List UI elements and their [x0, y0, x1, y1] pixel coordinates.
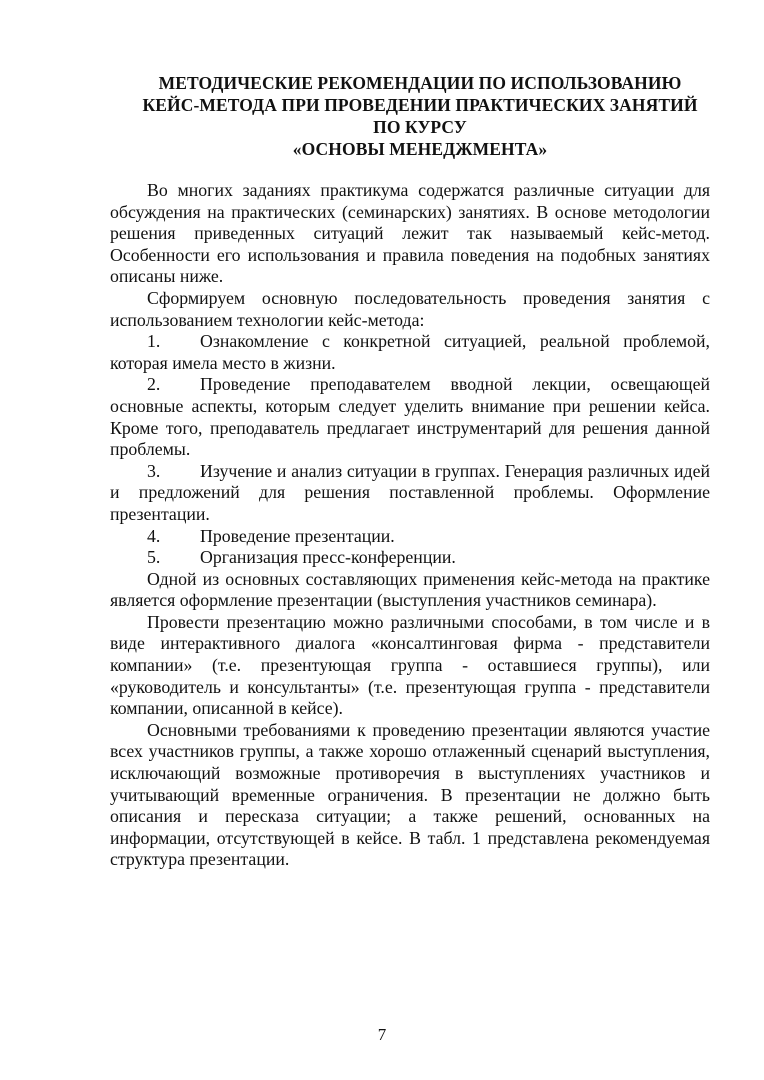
- list-item-number: 2.: [147, 374, 161, 395]
- paragraph-intro: Во многих заданиях практикума содержатся различные ситуации для обсуждения на практических (семинарских) занятиях. В основе методологии решения приведенных ситуаций лежит так называемый кейс-метод. Особенности его использования и правила поведения на подобных занятиях описаны ниже.: [110, 180, 710, 287]
- paragraph-ways: Провести презентацию можно различными способами, в том числе и в виде интерактивного диалога «консалтинговая фирма - представители компании» (т.е. презентующая группа - оставшиеся группы), или «руководитель и консультанты» (т.е. презентующая группа - представители компании, описанной в кейсе).: [110, 611, 710, 719]
- title-line-4: «ОСНОВЫ МЕНЕДЖМЕНТА»: [292, 139, 548, 159]
- list-item: [110, 331, 710, 374]
- list-item: [110, 526, 710, 548]
- document-body: [110, 180, 710, 871]
- list-item-text: Проведение презентации.: [200, 525, 395, 546]
- paragraph-requirements: Основными требованиями к проведению презентации являются участие всех участников группы, а также хорошо отлаженный сценарий выступления, исключающий возможные противоречия в выступлениях участников и учитывающий временные ограничения. В презентации не должно быть описания и пересказа ситуации; а также решений, основанных на информации, отсутствующей в кейсе. В табл. 1 представлена рекомендуемая структура презентации.: [110, 719, 710, 870]
- title-line-1: МЕТОДИЧЕСКИЕ РЕКОМЕНДАЦИИ ПО ИСПОЛЬЗОВАНИЮ: [158, 73, 682, 93]
- list-item: [110, 547, 710, 569]
- list-item-text: Изучение и анализ ситуации в группах. Генерация различных идей и предложений для решения поставленной проблемы. Оформление презентации.: [110, 460, 710, 524]
- list-item-number: 3.: [147, 460, 161, 481]
- list-item: [110, 374, 710, 460]
- list-item-text: Проведение преподавателем вводной лекции, освещающей основные аспекты, которым следует уделить внимание при решении кейса. Кроме того, преподаватель предлагает инструментарий для решения данной проблемы.: [110, 374, 710, 460]
- list-item-text: Организация пресс-конференции.: [200, 547, 456, 568]
- list-item: [110, 461, 710, 526]
- paragraph-sequence: Сформируем основную последовательность проведения занятия с использованием технологии кейс-метода:: [110, 287, 710, 330]
- list-item-text: Ознакомление с конкретной ситуацией, реальной проблемой, которая имела место в жизни.: [110, 331, 710, 373]
- list-item-number: 4.: [147, 525, 161, 546]
- title-line-2: КЕЙС-МЕТОДА ПРИ ПРОВЕДЕНИИ ПРАКТИЧЕСКИХ ЗАНЯТИЙ: [142, 95, 698, 115]
- list-item-number: 1.: [147, 331, 161, 352]
- paragraph-components: Одной из основных составляющих применения кейс-метода на практике является оформление презентации (выступления участников семинара).: [110, 568, 710, 611]
- page-number: 7: [377, 1025, 387, 1044]
- page-title: [100, 72, 740, 160]
- list-item-number: 5.: [147, 547, 161, 568]
- title-line-3: ПО КУРСУ: [373, 117, 467, 137]
